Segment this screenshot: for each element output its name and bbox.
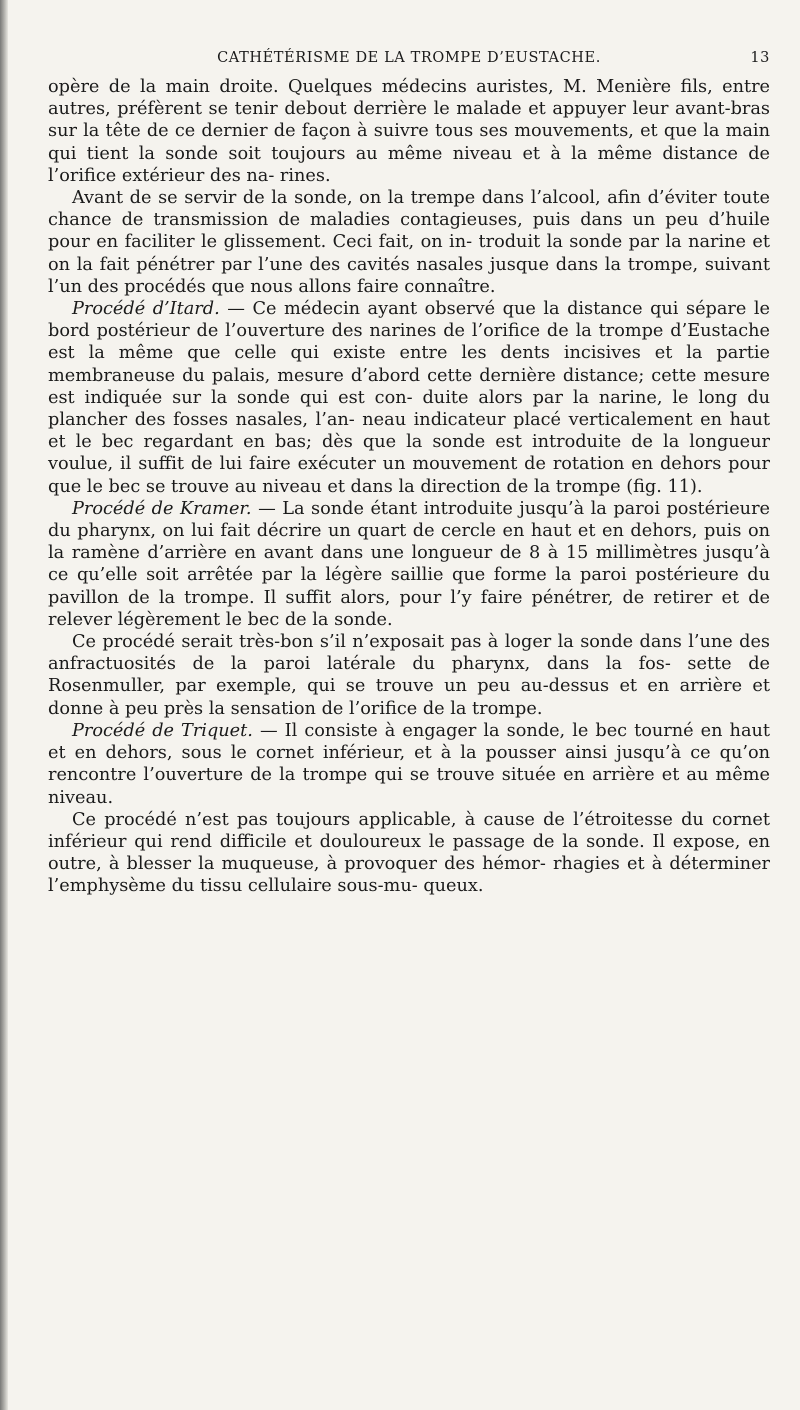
procede-itard-text: — Ce médecin ayant observé que la distance qui sépare le bord postérieur de l’ouverture des narines de l’orifice de la trompe d’Eustache est la même que celle qui existe entre les dents incisives et la partie membraneuse du palais, mesure d’abord cette dernière distance; cette mesure est indiquée sur la sonde qui est con- duite alors par la narine, le long du plancher des fosses nasales, l’an- neau indicateur placé verticalement en haut et le bec regardant en bas; dès que la sonde est introduite de la longueur voulue, il suffit de lui faire exécuter un mouvement de rotation en dehors pour que le bec se trouve au niveau et dans la direction de la trompe (fig. 11).	[48, 299, 771, 497]
book-page	[48, 50, 770, 898]
paragraph-1-text: opère de la main droite. Quelques médecins auristes, M. Menière fils, entre autres, préfèrent se tenir debout derrière le malade et appuyer leur avant-bras sur la tête de ce dernier de façon à suivre tous ses mouvements, et que la main qui tient la sonde soit toujours au même niveau et à la même distance de l’orifice extérieur des na- rines.	[48, 77, 770, 186]
page-binding-edge	[0, 0, 8, 1410]
paragraph-5-text: Ce procédé serait très-bon s’il n’exposait pas à loger la sonde dans l’une des anfractuosités de la paroi latérale du pharynx, dans la fos- sette de Rosenmuller, par exemple, qui se trouve un peu au-dessus et en arrière et donne à peu près la sensation de l’orifice de la trompe.	[48, 632, 770, 719]
body-text	[48, 76, 770, 898]
procede-kramer-text: — La sonde étant introduite jusqu’à la paroi postérieure du pharynx, on lui fait décrire un quart de cercle en haut et en dehors, puis on la ramène d’arrière en avant dans une longueur de 8 à 15 millimètres jusqu’à ce qu’elle soit arrêtée par la légère saillie que forme la paroi postérieure du pavillon de la trompe. Il suffit alors, pour l’y faire pénétrer, de retirer et de relever légèrement le bec de la sonde.	[48, 498, 770, 630]
paragraph-2-text: Avant de se servir de la sonde, on la trempe dans l’alcool, afin d’éviter toute chance de transmission de maladies contagieuses, puis dans un peu d’huile pour en faciliter le glissement. Ceci fait, on in- troduit la sonde par la narine et on la fait pénétrer par l’une des cavités nasales jusque dans la trompe, suivant l’un des procédés que nous allons faire connaître.	[48, 188, 770, 297]
procede-itard-heading: Procédé d’Itard.	[72, 299, 220, 320]
procede-triquet-text: — Il consiste à engager la sonde, le bec tourné en haut et en dehors, sous le cornet inférieur, et à la pousser ainsi jusqu’à ce qu’on rencontre l’ouverture de la trompe qui se trouve située en arrière et au même niveau.	[48, 720, 770, 808]
paragraph-7-text: Ce procédé n’est pas toujours applicable, à cause de l’étroitesse du cornet inférieur qui rend difficile et douloureux le passage de la sonde. Il expose, en outre, à blesser la muqueuse, à provoquer des hémor- rhagies et à déterminer l’emphysème du tissu cellulaire sous-mu- queux.	[48, 809, 770, 897]
running-head	[48, 50, 770, 76]
paragraph-7	[48, 809, 770, 898]
paragraph-procede-kramer	[48, 498, 770, 631]
paragraph-1	[48, 76, 770, 187]
paragraph-5	[48, 631, 770, 720]
procede-triquet-heading: Procédé de Triquet.	[72, 720, 253, 741]
paragraph-procede-itard	[48, 298, 770, 498]
page-number: 13	[750, 50, 770, 66]
running-head-title: CATHÉTÉRISME DE LA TROMPE D’EUSTACHE.	[217, 50, 601, 66]
paragraph-procede-triquet	[48, 720, 770, 809]
procede-kramer-heading: Procédé de Kramer.	[72, 498, 252, 519]
paragraph-2	[48, 187, 770, 298]
